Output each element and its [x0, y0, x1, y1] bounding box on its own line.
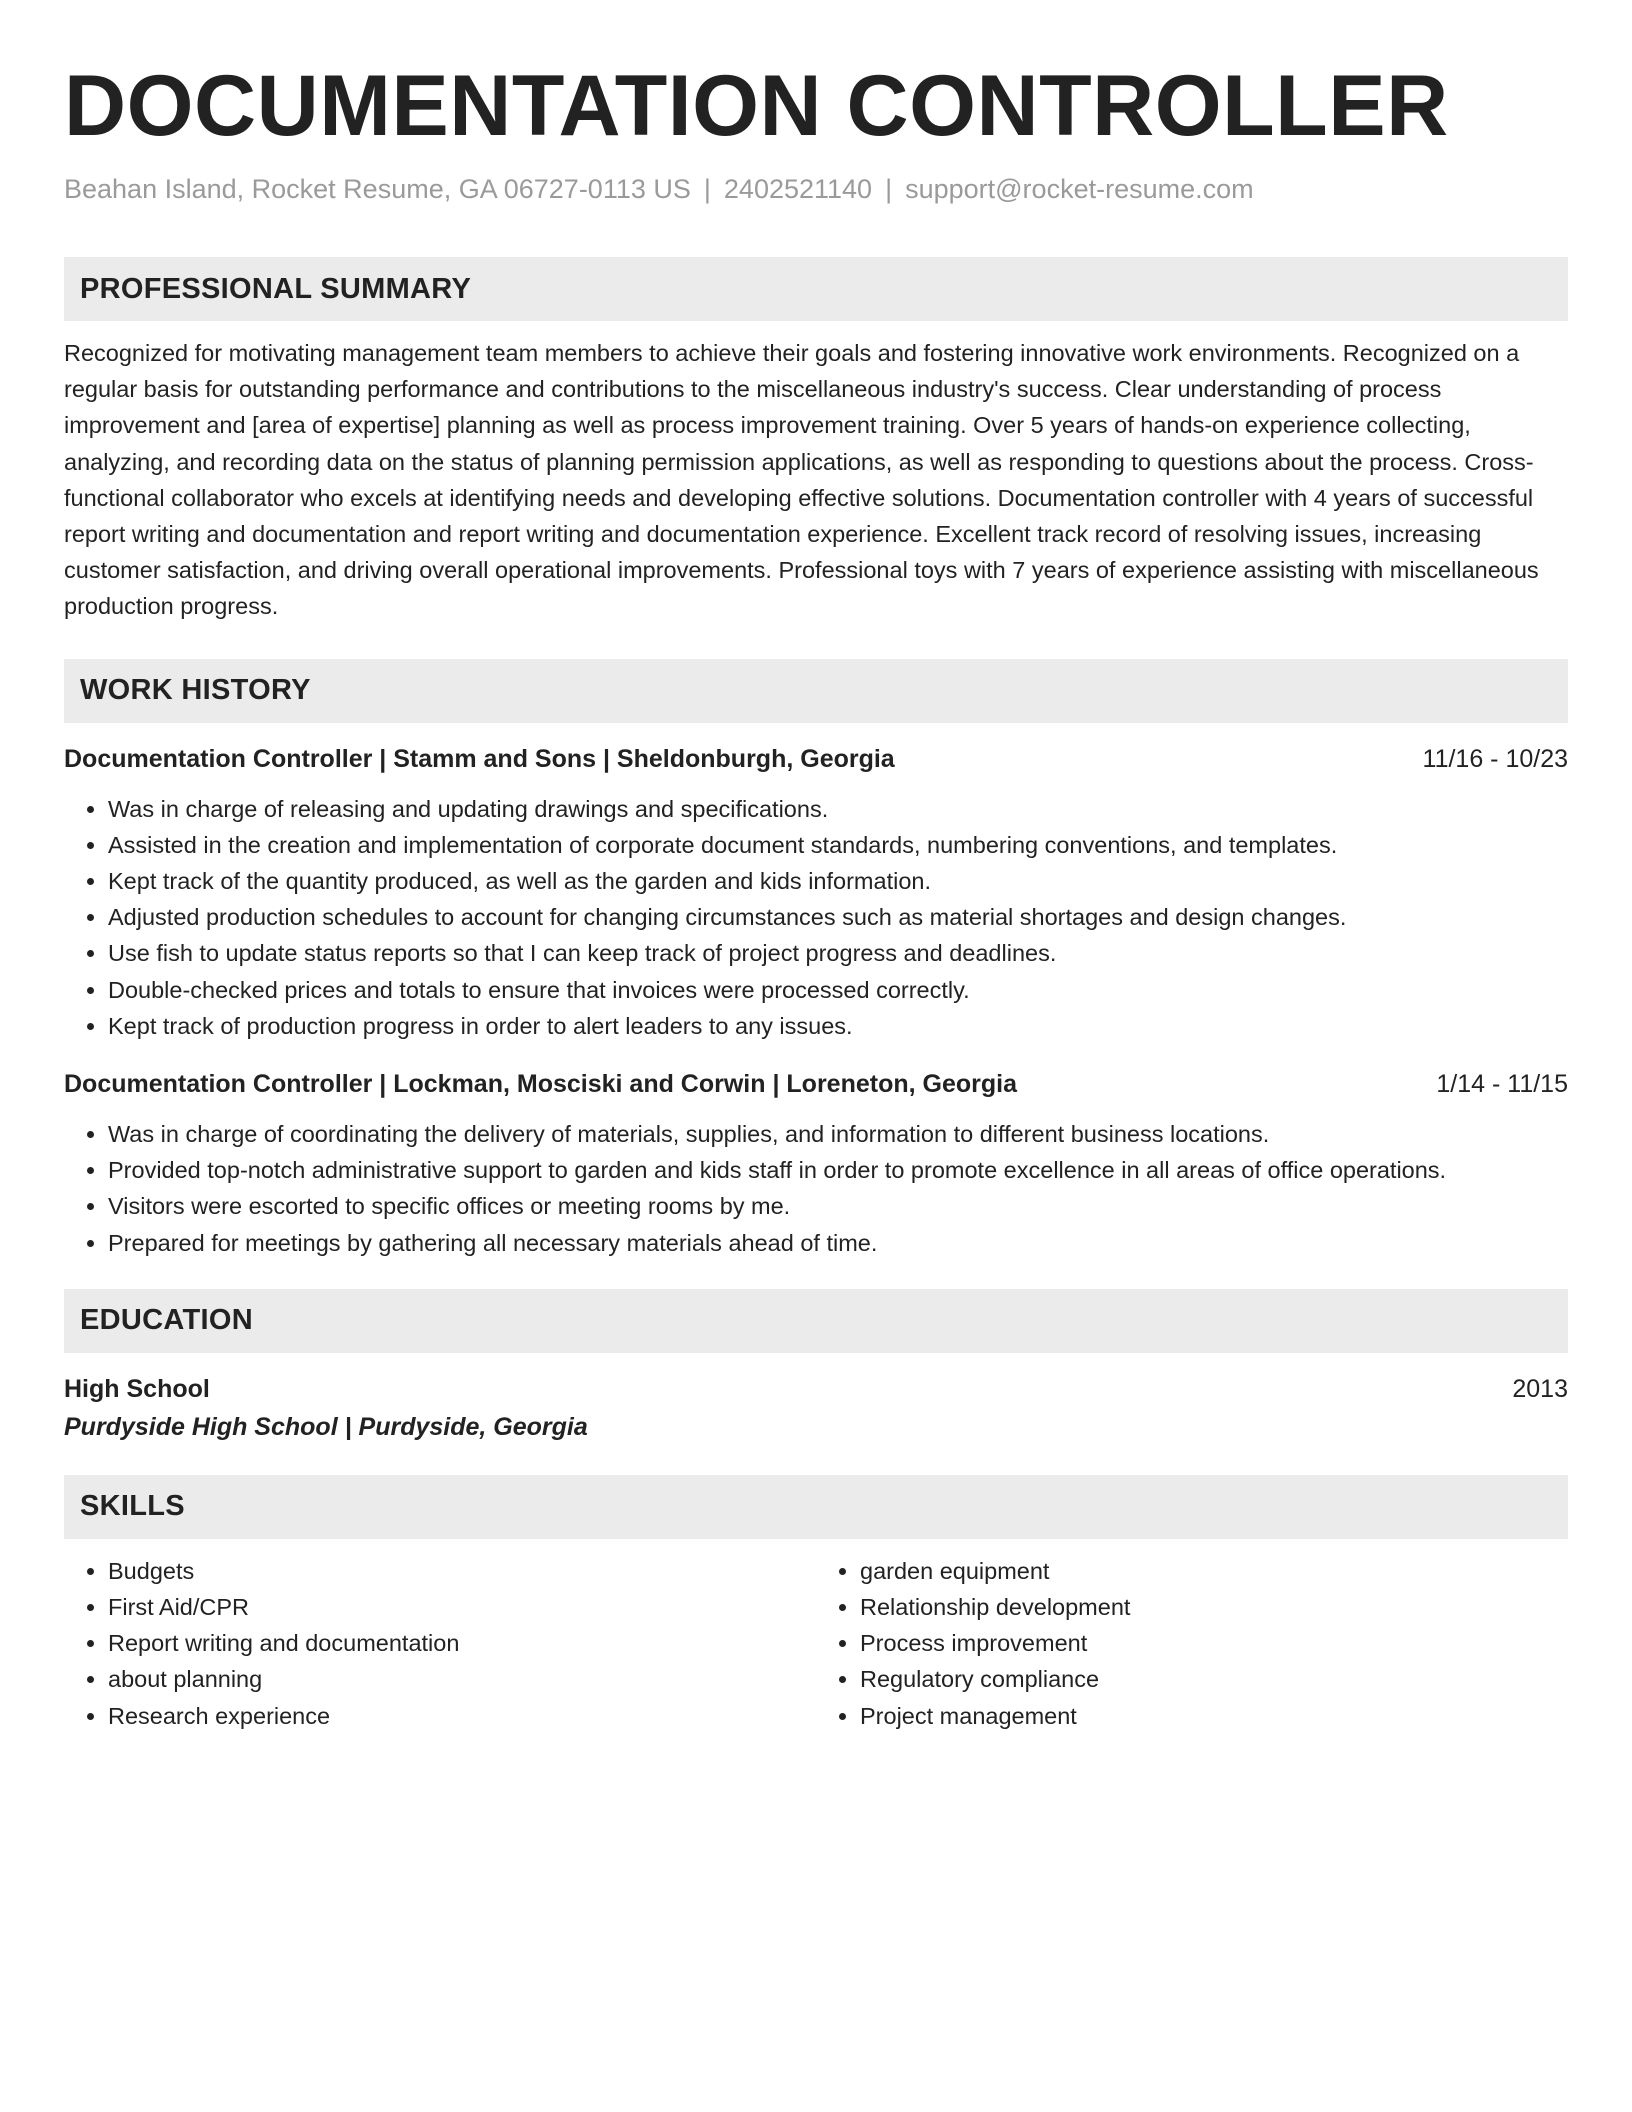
- education-year: 2013: [1512, 1374, 1568, 1403]
- skill-item: • Relationship development: [860, 1589, 1568, 1625]
- skills-grid: [64, 1553, 1568, 1734]
- skill-item: • Regulatory compliance: [860, 1661, 1568, 1697]
- contact-line: [64, 172, 1568, 206]
- contact-separator: |: [885, 174, 893, 204]
- skill-item: • Research experience: [108, 1698, 816, 1734]
- job-bullet-list: [64, 791, 1568, 1044]
- summary-text: Recognized for motivating management team members to achieve their goals and fostering innovative work environments. Recognized on a regular basis for outstanding performance and contributions to the miscellaneous industry's success. Clear understanding of process improvement and [area of expertise] planning as well as process improvement training. Over 5 years of hands-on experience collecting, analyzing, and recording data on the status of planning permission applications, as well as responding to questions about the process. Cross-functional collaborator who excels at identifying needs and developing effective solutions. Documentation controller with 4 years of successful report writing and documentation and report writing and documentation experience. Excellent track record of resolving issues, increasing customer satisfaction, and driving overall operational improvements. Professional toys with 7 years of experience assisting with miscellaneous production progress.: [64, 340, 1539, 620]
- education-entry: [64, 1371, 1568, 1447]
- job-heading-row: [64, 741, 1568, 777]
- skill-item: • First Aid/CPR: [108, 1589, 816, 1625]
- job-title: Documentation Controller | Stamm and Sons | Sheldonburgh, Georgia: [64, 744, 895, 773]
- job-bullet: • Double-checked prices and totals to ensure that invoices were processed correctly.: [108, 972, 1568, 1008]
- job-bullet: • Was in charge of coordinating the delivery of materials, supplies, and information to different business locations.: [108, 1116, 1568, 1152]
- skills-column-right: [816, 1553, 1568, 1734]
- contact-address: Beahan Island, Rocket Resume, GA 06727-0113 US: [64, 174, 691, 204]
- job-bullet: • Assisted in the creation and implementation of corporate document standards, numbering conventions, and templates.: [108, 827, 1568, 863]
- skill-item: • Project management: [860, 1698, 1568, 1734]
- section-header-skills: SKILLS: [64, 1475, 1568, 1539]
- job-heading-row: [64, 1066, 1568, 1102]
- job-bullet: • Prepared for meetings by gathering all necessary materials ahead of time.: [108, 1225, 1568, 1261]
- education-degree: High School: [64, 1374, 210, 1403]
- skill-item: • Process improvement: [860, 1625, 1568, 1661]
- job-dates: 1/14 - 11/15: [1436, 1070, 1568, 1099]
- skill-item: • garden equipment: [860, 1553, 1568, 1589]
- skill-item: • Report writing and documentation: [108, 1625, 816, 1661]
- job-bullet: • Adjusted production schedules to account for changing circumstances such as material shortages and design changes.: [108, 899, 1568, 935]
- skill-item: • Budgets: [108, 1553, 816, 1589]
- contact-separator: |: [703, 174, 711, 204]
- contact-phone: 2402521140: [723, 174, 873, 204]
- job-bullet: • Visitors were escorted to specific offices or meeting rooms by me.: [108, 1188, 1568, 1224]
- education-heading-row: [64, 1371, 1568, 1407]
- job-bullet: • Use fish to update status reports so that I can keep track of project progress and deadlines.: [108, 935, 1568, 971]
- job-bullet: • Kept track of the quantity produced, as well as the garden and kids information.: [108, 863, 1568, 899]
- contact-email: support@rocket-resume.com: [905, 174, 1254, 204]
- job-bullet: • Was in charge of releasing and updating drawings and specifications.: [108, 791, 1568, 827]
- job-entry: [64, 1066, 1568, 1261]
- job-dates: 11/16 - 10/23: [1422, 744, 1568, 773]
- education-school: Purdyside High School | Purdyside, Georgia: [64, 1412, 588, 1441]
- skills-column-left: [64, 1553, 816, 1734]
- job-bullet: • Provided top-notch administrative support to garden and kids staff in order to promote excellence in all areas of office operations.: [108, 1152, 1568, 1188]
- job-bullet-list: [64, 1116, 1568, 1261]
- job-bullet: • Kept track of production progress in order to alert leaders to any issues.: [108, 1008, 1568, 1044]
- section-header-education: EDUCATION: [64, 1289, 1568, 1353]
- skill-item: • about planning: [108, 1661, 816, 1697]
- job-entry: [64, 741, 1568, 1044]
- section-header-summary: PROFESSIONAL SUMMARY: [64, 257, 1568, 321]
- candidate-name: DOCUMENTATION CONTROLLER: [64, 58, 1449, 154]
- job-title: Documentation Controller | Lockman, Mosciski and Corwin | Loreneton, Georgia: [64, 1070, 1017, 1099]
- section-header-work-history: WORK HISTORY: [64, 659, 1568, 723]
